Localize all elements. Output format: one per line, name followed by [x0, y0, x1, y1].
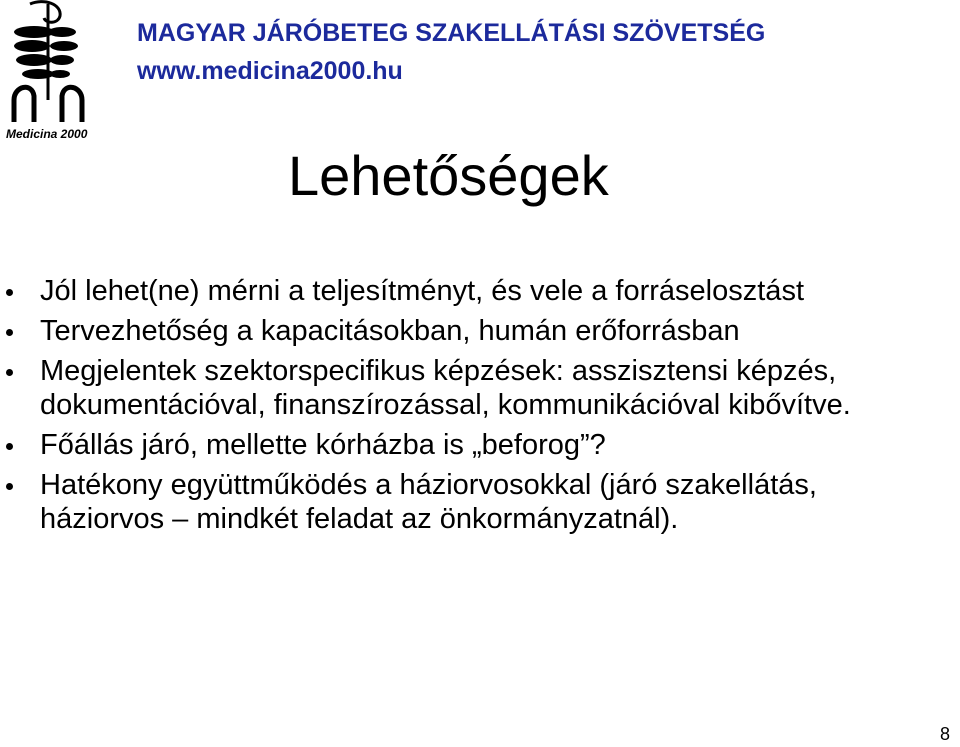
page-number: 8: [939, 724, 950, 744]
bullet-text: Hatékony együttműködés a háziorvosokkal (járó szakellátás, háziorvos – mindkét feladat az önkormányzatnál).: [40, 469, 817, 535]
bullet-text: Főállás járó, mellette kórházba is „beforog”?: [40, 429, 606, 461]
bullet-text: Megjelentek szektorspecifikus képzések: asszisztensi képzés, dokumentációval, finanszírozással, kommunikációval kibővítve.: [40, 355, 851, 421]
bullet-text: Jól lehet(ne) mérni a teljesítményt, és vele a forráselosztást: [40, 275, 804, 307]
bullet-dot-icon: [6, 329, 13, 336]
bullet-dot-icon: [6, 369, 13, 376]
bullet-item: [0, 274, 940, 308]
bullet-dot-icon: [6, 289, 13, 296]
bullet-item: [0, 314, 940, 348]
medicina-2000-logo-icon: [4, 0, 86, 145]
org-url: www.medicina2000.hu: [137, 57, 403, 85]
org-title: MAGYAR JÁRÓBETEG SZAKELLÁTÁSI SZÖVETSÉG: [137, 19, 766, 47]
bullet-list: [0, 274, 940, 542]
bullet-dot-icon: [6, 443, 13, 450]
logo-caption: Medicina 2000: [6, 127, 88, 141]
bullet-dot-icon: [6, 483, 13, 490]
slide-title: Lehetőségek: [288, 144, 609, 207]
bullet-text: Tervezhetőség a kapacitásokban, humán erőforrásban: [40, 315, 740, 347]
bullet-item: [0, 468, 940, 536]
bullet-item: [0, 428, 940, 462]
bullet-item: [0, 354, 940, 422]
